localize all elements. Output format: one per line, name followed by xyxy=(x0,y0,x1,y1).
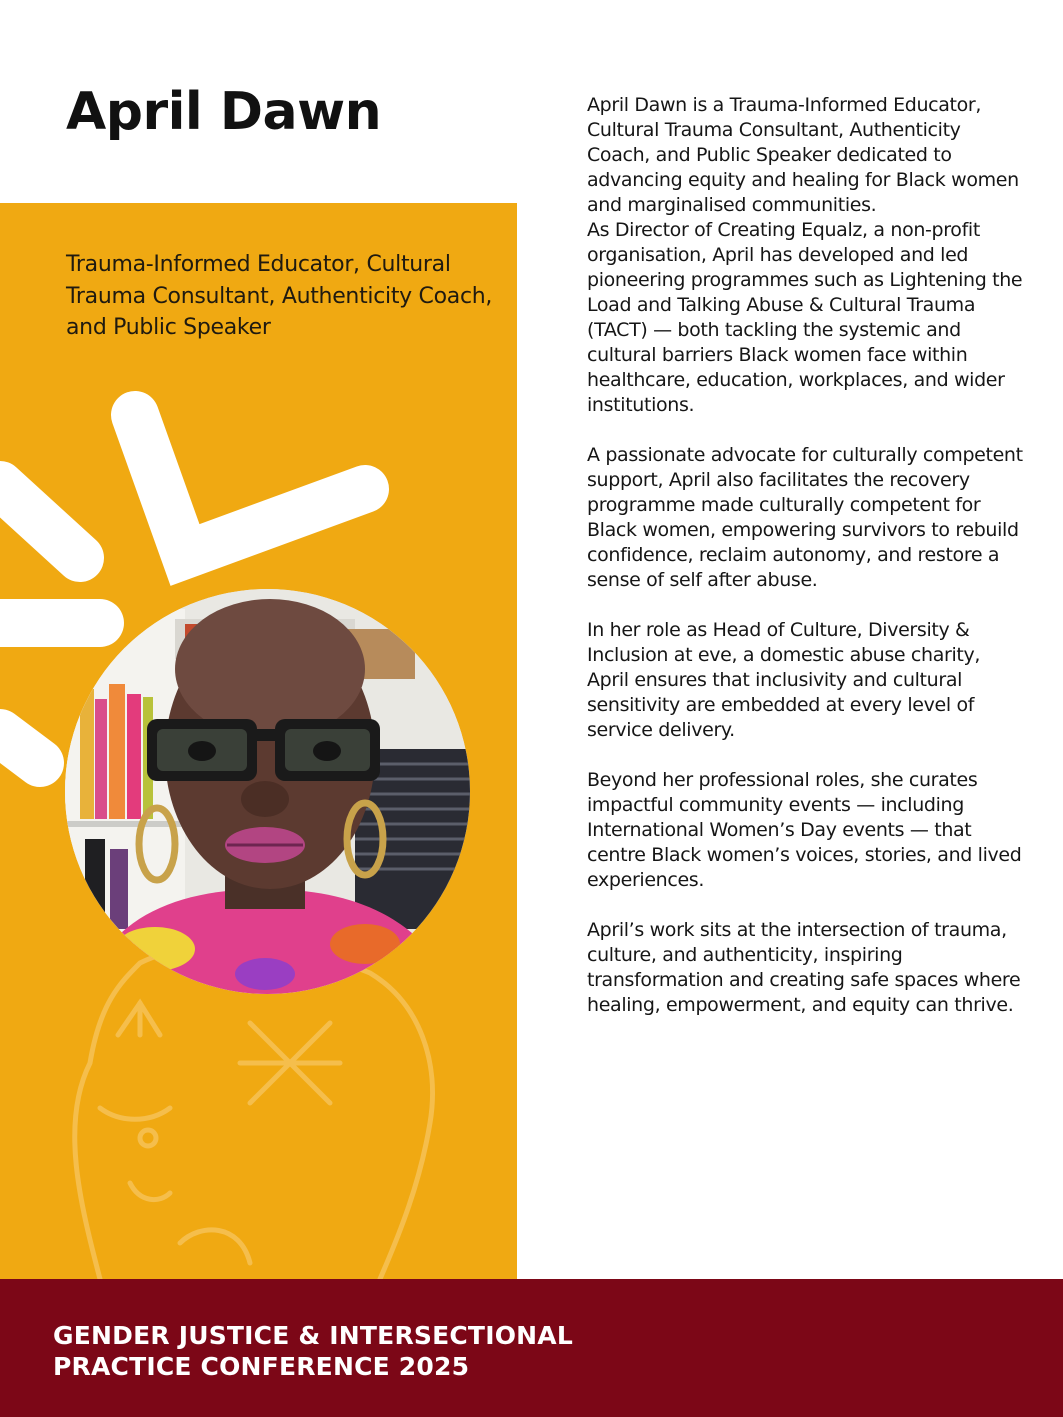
bio-paragraph xyxy=(587,93,1027,418)
speaker-name: April Dawn xyxy=(66,82,382,142)
bio-intro-text: April Dawn is a Trauma-Informed Educator, Cultural Trauma Consultant, Authenticity Coach, and Public Speaker dedicated to advancing equity and healing for Black women and marginalised communities. xyxy=(587,94,1019,216)
bio-paragraph: April’s work sits at the intersection of trauma, culture, and authenticity, inspiring transformation and creating safe spaces where healing, empowerment, and equity can thrive. xyxy=(587,919,1021,1016)
bio-director-text: As Director of Creating Equalz, a non-profit organisation, April has developed and led pioneering programmes such as Lightening the Load and Talking Abuse & Cultural Trauma (TACT) — both tackling the systemic and cultural barriers Black women face within healthcare, education, workplaces, and wider institutions. xyxy=(587,219,1023,416)
speaker-portrait xyxy=(65,589,470,994)
conference-title xyxy=(53,1320,573,1382)
speaker-portrait-icon xyxy=(65,589,470,994)
bio-paragraph: Beyond her professional roles, she curates impactful community events — including International Women’s Day events — that centre Black women’s voices, stories, and lived experiences. xyxy=(587,769,1022,891)
speaker-title: Trauma-Informed Educator, Cultural Trauma Consultant, Authenticity Coach, and Public Speaker xyxy=(66,252,493,340)
woman-face-line-art-icon xyxy=(75,945,433,1279)
bio-paragraph: In her role as Head of Culture, Diversity & Inclusion at eve, a domestic abuse charity, April ensures that inclusivity and cultural sensitivity are embedded at every level of service delivery. xyxy=(587,619,981,741)
orange-panel xyxy=(0,203,517,1279)
conference-title-line-1: GENDER JUSTICE & INTERSECTIONAL xyxy=(53,1321,573,1350)
bio-paragraph: A passionate advocate for culturally competent support, April also facilitates the recovery programme made culturally competent for Black women, empowering survivors to rebuild confidence, reclaim autonomy, and restore a sense of self after abuse. xyxy=(587,444,1023,591)
conference-title-line-2: PRACTICE CONFERENCE 2025 xyxy=(53,1352,470,1381)
speaker-bio xyxy=(587,93,1027,1018)
